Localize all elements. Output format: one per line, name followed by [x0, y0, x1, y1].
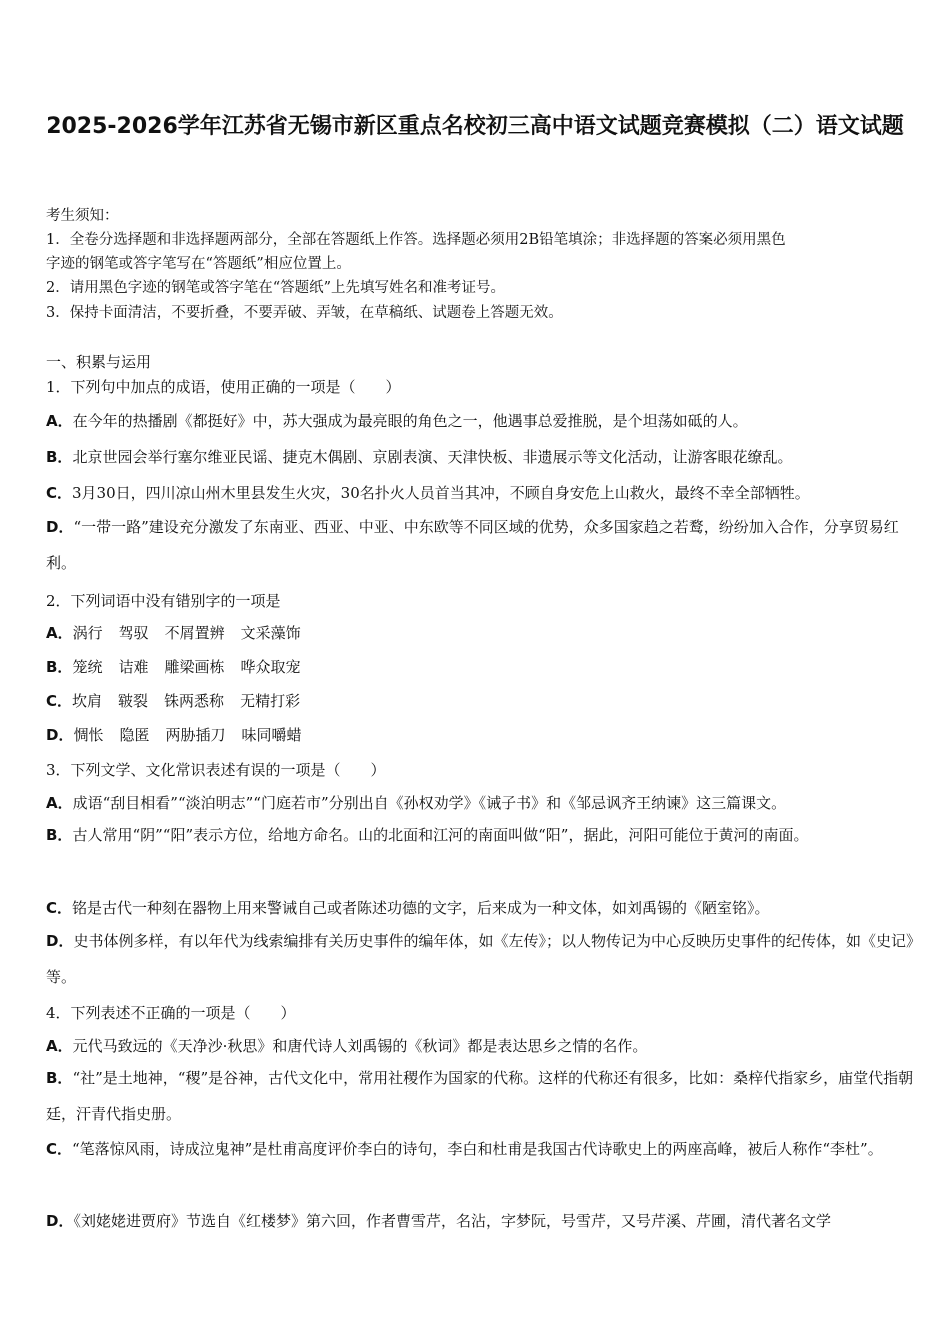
option-word: 两胁插刀: [165, 726, 226, 744]
question-2-option-b: [46, 656, 914, 677]
option-word: 味同嚼蜡: [241, 726, 302, 744]
question-1-stem: 1．下列句中加点的成语，使用正确的一项是（ ）: [46, 378, 401, 396]
option-key: C．: [46, 899, 73, 917]
question-3-option-b: [46, 817, 914, 853]
option-key: B．: [46, 1069, 73, 1087]
section-heading: 一、积累与运用: [46, 353, 152, 371]
question-2-option-d: [46, 724, 914, 745]
question-3-stem: 3．下列文学、文化常识表述有误的一项是（ ）: [46, 761, 386, 779]
option-key: D．: [46, 518, 74, 536]
option-word: 铢两悉称: [164, 692, 225, 710]
option-key: A．: [46, 1037, 73, 1055]
option-text: 成语“刮目相看”“淡泊明志”“门庭若市”分别出自《孙权劝学》《诫子书》和《邹忌讽齐王纳谏》这三篇课文。: [72, 794, 787, 812]
option-key: D．: [46, 726, 74, 744]
option-text: 铭是古代一种刻在器物上用来警诫自己或者陈述功德的文字，后来成为一种文体，如刘禹锡的《陋室铭》。: [72, 899, 770, 917]
notice-item: 字迹的钢笔或答字笔写在“答题纸”相应位置上。: [46, 256, 351, 272]
option-text: 史书体例多样，有以年代为线索编排有关历史事件的编年体，如《左传》；以人物传记为中心反映历史事件的纪传体，如《史记》等。: [46, 932, 914, 986]
option-word: 诘难: [118, 658, 149, 676]
option-key: D．: [46, 1212, 74, 1230]
question-4-option-c: [46, 1131, 914, 1167]
option-key: D．: [46, 932, 74, 950]
option-word: 文采藻饰: [240, 624, 301, 642]
option-text: 元代马致远的《天净沙·秋思》和唐代诗人刘禹锡的《秋词》都是表达思乡之情的名作。: [72, 1037, 648, 1055]
option-word: 驾驭: [118, 624, 149, 642]
option-key: B．: [46, 448, 73, 466]
option-word: 不屑置辨: [164, 624, 225, 642]
question-4-stem: 4．下列表述不正确的一项是（ ）: [46, 1004, 296, 1022]
question-1-option-a: [46, 410, 914, 431]
question-3-option-a: [46, 792, 914, 813]
option-word: 涡行: [72, 624, 103, 642]
option-word: 皲裂: [118, 692, 149, 710]
option-text: 《刘姥姥进贾府》节选自《红楼梦》第六回，作者曹雪芹，名沾，字梦阮，号雪芹，又号芹溪、芹圃，清代著名文学: [73, 1212, 831, 1230]
question-2-stem: 2．下列词语中没有错别字的一项是: [46, 592, 281, 610]
option-word: 笼统: [72, 658, 103, 676]
option-word: 哗众取宠: [240, 658, 301, 676]
option-text: 北京世园会举行塞尔维亚民谣、捷克木偶剧、京剧表演、天津快板、非遗展示等文化活动，让游客眼花缭乱。: [72, 448, 793, 466]
question-2-option-a: [46, 622, 914, 643]
option-text: 在今年的热播剧《都挺好》中，苏大强成为最亮眼的角色之一，他遇事总爱推脱，是个坦荡如砥的人。: [72, 412, 748, 430]
option-key: B．: [46, 826, 73, 844]
option-text: “社”是土地神，“稷”是谷神，古代文化中，常用社稷作为国家的代称。这样的代称还有很多，比如：桑梓代指家乡，庙堂代指朝廷，汗青代指史册。: [46, 1069, 914, 1123]
option-word: 惆怅: [73, 726, 104, 744]
question-3-option-d: [46, 923, 914, 995]
option-text: “一带一路”建设充分激发了东南亚、西亚、中亚、中东欧等不同区域的优势，众多国家趋之若鹜，纷纷加入合作，分享贸易红利。: [46, 518, 899, 572]
option-key: C．: [46, 692, 73, 710]
notice-item: 2．请用黑色字迹的钢笔或答字笔在“答题纸”上先填写姓名和准考证号。: [46, 280, 506, 296]
question-2-option-c: [46, 690, 914, 711]
option-key: A．: [46, 412, 73, 430]
notice-item: 1．全卷分选择题和非选择题两部分，全部在答题纸上作答。选择题必须用2B铅笔填涂；非选择题的答案必须用黑色: [46, 232, 786, 248]
question-3-option-c: [46, 897, 914, 918]
notice-heading: 考生须知：: [46, 208, 119, 224]
option-word: 无精打彩: [240, 692, 301, 710]
option-key: A．: [46, 624, 73, 642]
question-1-option-c: [46, 482, 914, 503]
option-text: 古人常用“阴”“阳”表示方位，给地方命名。山的北面和江河的南面叫做“阳”，据此，河阳可能位于黄河的南面。: [72, 826, 809, 844]
option-key: A．: [46, 794, 73, 812]
option-word: 坎肩: [72, 692, 103, 710]
option-text: “笔落惊风雨，诗成泣鬼神”是杜甫高度评价李白的诗句，李白和杜甫是我国古代诗歌史上的两座高峰，被后人称作“李杜”。: [72, 1140, 883, 1158]
option-text: 3月30日，四川凉山州木里县发生火灾，30名扑火人员首当其冲，不顾自身安危上山救火，最终不幸全部牺牲。: [72, 484, 810, 502]
question-1-option-d: [46, 509, 914, 581]
page-title: 2025-2026学年江苏省无锡市新区重点名校初三高中语文试题竞赛模拟（二）语文试题: [46, 114, 904, 139]
option-word: 雕梁画栋: [164, 658, 225, 676]
option-key: B．: [46, 658, 73, 676]
option-word: 隐匿: [119, 726, 150, 744]
option-key: C．: [46, 484, 73, 502]
question-4-option-d: [46, 1210, 914, 1231]
notice-item: 3．保持卡面清洁，不要折叠，不要弄破、弄皱，在草稿纸、试题卷上答题无效。: [46, 305, 563, 321]
question-4-option-b: [46, 1060, 914, 1132]
question-4-option-a: [46, 1035, 914, 1056]
question-1-option-b: [46, 446, 914, 467]
option-key: C．: [46, 1140, 73, 1158]
